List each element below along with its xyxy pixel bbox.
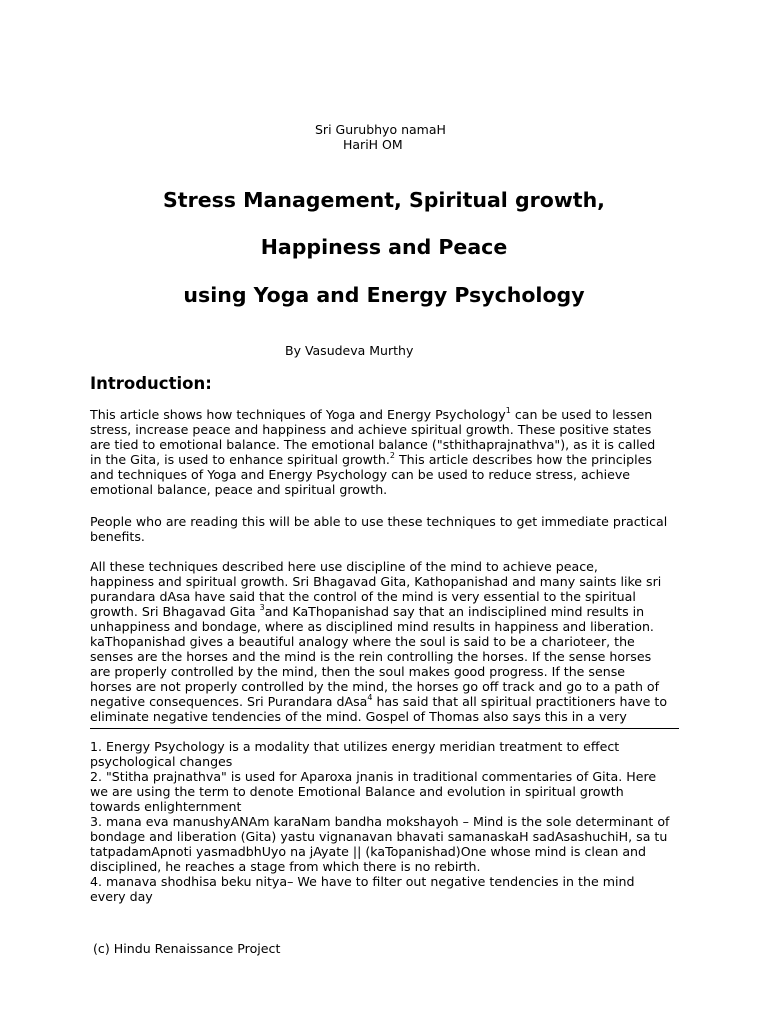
text-run: This article shows how techniques of Yoga and Energy Psychology [90, 407, 506, 422]
paragraph-line: unhappiness and bondage, where as disciplined mind results in happiness and liberation. [90, 619, 654, 634]
footnote-line: 2. "Stitha prajnathva" is used for Aparoxa jnanis in traditional commentaries of Gita. Here [90, 769, 657, 784]
paragraph-line: eliminate negative tendencies of the mind. Gospel of Thomas also says this in a very [90, 709, 627, 724]
footer-copyright: (c) Hindu Renaissance Project [93, 941, 281, 956]
intro-paragraph-2 [90, 514, 690, 544]
text-run: in the Gita, is used to enhance spiritual growth. [90, 452, 390, 467]
text-run: This article describes how the principles [394, 452, 652, 467]
footnote-line: bondage and liberation (Gita) yastu vignanavan bhavati samanaskaH sadAsashuchiH, sa tu [90, 829, 668, 844]
footnote-line: 4. manava shodhisa beku nitya– We have to filter out negative tendencies in the mind [90, 874, 635, 889]
footnote-line: towards enlighternment [90, 799, 242, 814]
footnote-line: 3. mana eva manushyANAm karaNam bandha mokshayoh – Mind is the sole determinant of [90, 814, 670, 829]
text-run: negative consequences. Sri Purandara dAsa [90, 694, 368, 709]
footnote-ref-4: 4 [367, 692, 373, 702]
title-line-3: using Yoga and Energy Psychology [183, 283, 585, 307]
title-line-2: Happiness and Peace [260, 235, 508, 259]
paragraph-line: horses are not properly controlled by the mind, the horses go off track and go to a path of [90, 679, 660, 694]
invocation-line-1: Sri Gurubhyo namaH [315, 122, 446, 137]
footnote-line: we are using the term to denote Emotional Balance and evolution in spiritual growth [90, 784, 624, 799]
paragraph-line: stress, increase peace and happiness and achieve spiritual growth. These positive states [90, 422, 652, 437]
paragraph-line: are properly controlled by the mind, then the soul makes good progress. If the sense [90, 664, 626, 679]
paragraph-line: benefits. [90, 529, 145, 544]
footnotes [90, 739, 690, 904]
intro-paragraph-3 [90, 559, 690, 724]
paragraph-line: emotional balance, peace and spiritual growth. [90, 482, 388, 497]
footnote-line: tatpadamApnoti yasmadbhUyo na jAyate || (kaTopanishad)One whose mind is clean and [90, 844, 647, 859]
byline: By Vasudeva Murthy [285, 343, 414, 358]
section-heading: Introduction: [90, 374, 212, 393]
footnote-ref-3: 3 [259, 602, 265, 612]
text-run: has said that all spiritual practitioners have to [372, 694, 668, 709]
footnote-divider [90, 728, 679, 729]
invocation-line-2: HariH OM [343, 137, 403, 152]
footnote-line: disciplined, he reaches a stage from which there is no rebirth. [90, 859, 481, 874]
paragraph-line: purandara dAsa have said that the control of the mind is very essential to the spiritual [90, 589, 636, 604]
footnote-line: 1. Energy Psychology is a modality that utilizes energy meridian treatment to effect [90, 739, 620, 754]
text-run: and KaThopanishad say that an indisciplined mind results in [264, 604, 645, 619]
paragraph-line: happiness and spiritual growth. Sri Bhagavad Gita, Kathopanishad and many saints like sri [90, 574, 662, 589]
paragraph-line: senses are the horses and the mind is the rein controlling the horses. If the sense horses [90, 649, 652, 664]
paragraph-line [90, 694, 690, 709]
text-run: can be used to lessen [510, 407, 653, 422]
footnote-line: psychological changes [90, 754, 233, 769]
paragraph-line: kaThopanishad gives a beautiful analogy where the soul is said to be a charioteer, the [90, 634, 635, 649]
footnote-ref-2: 2 [389, 450, 395, 460]
paragraph-line [90, 452, 690, 467]
title-line-1: Stress Management, Spiritual growth, [163, 188, 605, 212]
text-run: growth. Sri Bhagavad Gita [90, 604, 260, 619]
paragraph-line: People who are reading this will be able to use these techniques to get immediate practical [90, 514, 668, 529]
footnote-ref-1: 1 [505, 405, 511, 415]
intro-paragraph-1 [90, 407, 690, 497]
paragraph-line [90, 604, 690, 619]
paragraph-line: All these techniques described here use discipline of the mind to achieve peace, [90, 559, 598, 574]
footnote-line: every day [90, 889, 153, 904]
paragraph-line: are tied to emotional balance. The emotional balance ("sthithaprajnathva"), as it is called [90, 437, 656, 452]
paragraph-line [90, 407, 690, 422]
paragraph-line: and techniques of Yoga and Energy Psychology can be used to reduce stress, achieve [90, 467, 631, 482]
